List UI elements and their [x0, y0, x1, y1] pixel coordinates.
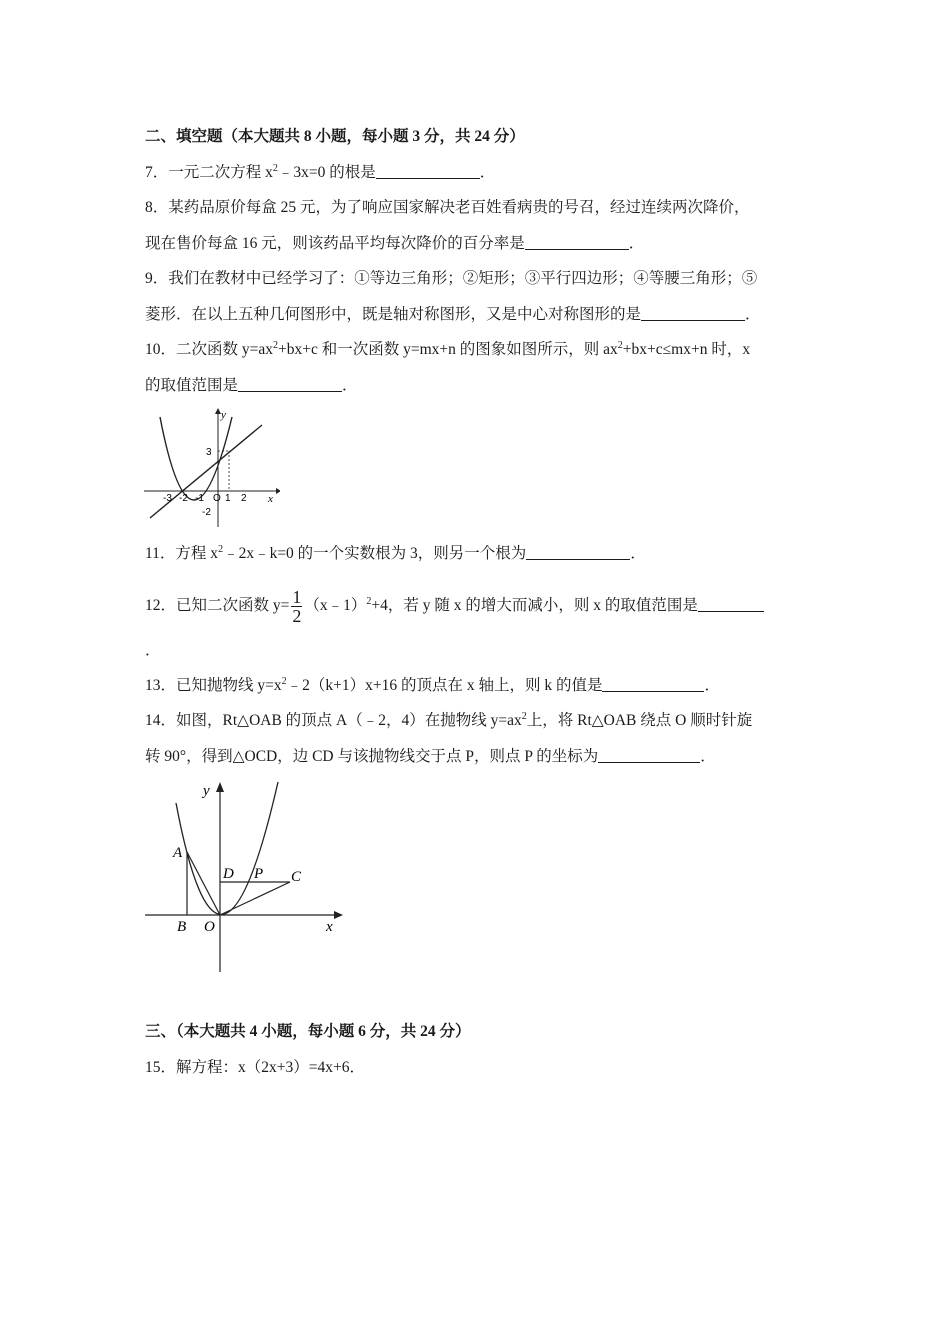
section-3-heading: 三、（本大题共 4 小题，每小题 6 分，共 24 分）: [145, 1023, 471, 1040]
y-axis-label: y: [221, 409, 226, 421]
origin-label: O: [213, 493, 221, 504]
figure-q10-graph: [140, 405, 280, 530]
question-12-end: ．: [145, 642, 161, 659]
segment-oc: [220, 882, 290, 915]
figure-q14-graph: [140, 778, 350, 978]
answer-blank[interactable]: [602, 677, 704, 692]
tick-label: 2: [241, 493, 247, 504]
tick-label: -3: [163, 493, 172, 504]
question-10-line-1: 10．二次函数 $y=ax^2+bx+c$ 和一次函数 y=mx+n 的图象如图所示，则 $ax^2+bx+c\le mx+n$ 时，x: [145, 340, 751, 358]
x-axis-arrow-icon: [276, 488, 280, 494]
question-8-line-2: 现在售价每盒 16 元，则该药品平均每次降价的百分率是 ．: [145, 235, 645, 252]
point-p-label: P: [254, 866, 264, 882]
answer-blank[interactable]: [376, 164, 480, 179]
question-9-line-2: 菱形．在以上五种几何图形中，既是轴对称图形，又是中心对称图形的是 ．: [145, 306, 761, 323]
question-11: 11．方程 $x^2﹣2x﹣k=0$ 的一个实数根为 3，则另一个根为 ．: [145, 544, 646, 562]
question-9-line-1: 9．我们在教材中已经学习了：①等边三角形；②矩形；③平行四边形；④等腰三角形；⑤: [145, 270, 758, 287]
question-13: 13．已知抛物线 $y=x^2﹣2(k+1)x+16$ 的顶点在 x 轴上，则 k 的值是 ．: [145, 676, 720, 694]
answer-blank[interactable]: [698, 597, 764, 612]
question-14-line-1: 14．如图，Rt△OAB 的顶点 A（﹣2，4）在抛物线 $y=ax^2$上，将 Rt△OAB 绕点 O 顺时针旋: [145, 711, 753, 729]
question-15: 15．解方程：x（2x+3）=4x+6．: [145, 1059, 365, 1076]
question-12: 12．已知二次函数 y= $\frac{1}{2}$ （x﹣1）$^2$+4，若 y 随 x 的增大而减小，则 x 的取值范围是: [145, 588, 764, 625]
point-a-label: A: [173, 845, 183, 861]
segment-ao: [187, 852, 220, 915]
point-c-label: C: [291, 869, 302, 885]
x-axis-label: x: [268, 493, 273, 505]
section-2-heading: 二、填空题（本大题共 8 小题，每小题 3 分，共 24 分）: [145, 128, 525, 145]
answer-blank[interactable]: [238, 377, 342, 392]
answer-blank[interactable]: [641, 306, 745, 321]
tick-label: 1: [225, 493, 231, 504]
y-axis-arrow-icon: [216, 782, 224, 792]
tick-label: -2: [179, 493, 188, 504]
tick-label: 3: [206, 447, 212, 458]
point-b-label: B: [177, 919, 187, 935]
answer-blank[interactable]: [525, 235, 629, 250]
y-axis-label: y: [203, 783, 210, 799]
straight-line: [150, 425, 262, 518]
answer-blank[interactable]: [526, 545, 630, 560]
point-o-label: O: [204, 919, 215, 935]
fraction: $\frac{1}{2}$: [292, 587, 302, 626]
x-axis-arrow-icon: [334, 911, 343, 919]
tick-label: -2: [202, 507, 211, 518]
tick-label: -1: [195, 493, 204, 504]
answer-blank[interactable]: [598, 748, 700, 763]
point-d-label: D: [223, 866, 234, 882]
question-10-line-2: 的取值范围是 ．: [145, 377, 358, 394]
question-7: 7．一元二次方程 $x^2﹣3x=0$ 的根是 ．: [145, 163, 496, 181]
x-axis-label: x: [326, 919, 333, 935]
question-14-line-2: 转 90°，得到△OCD，边 CD 与该抛物线交于点 P，则点 P 的坐标为 ．: [145, 748, 716, 765]
question-8-line-1: 8．某药品原价每盒 25 元，为了响应国家解决老百姓看病贵的号召，经过连续两次降价，: [145, 199, 750, 216]
